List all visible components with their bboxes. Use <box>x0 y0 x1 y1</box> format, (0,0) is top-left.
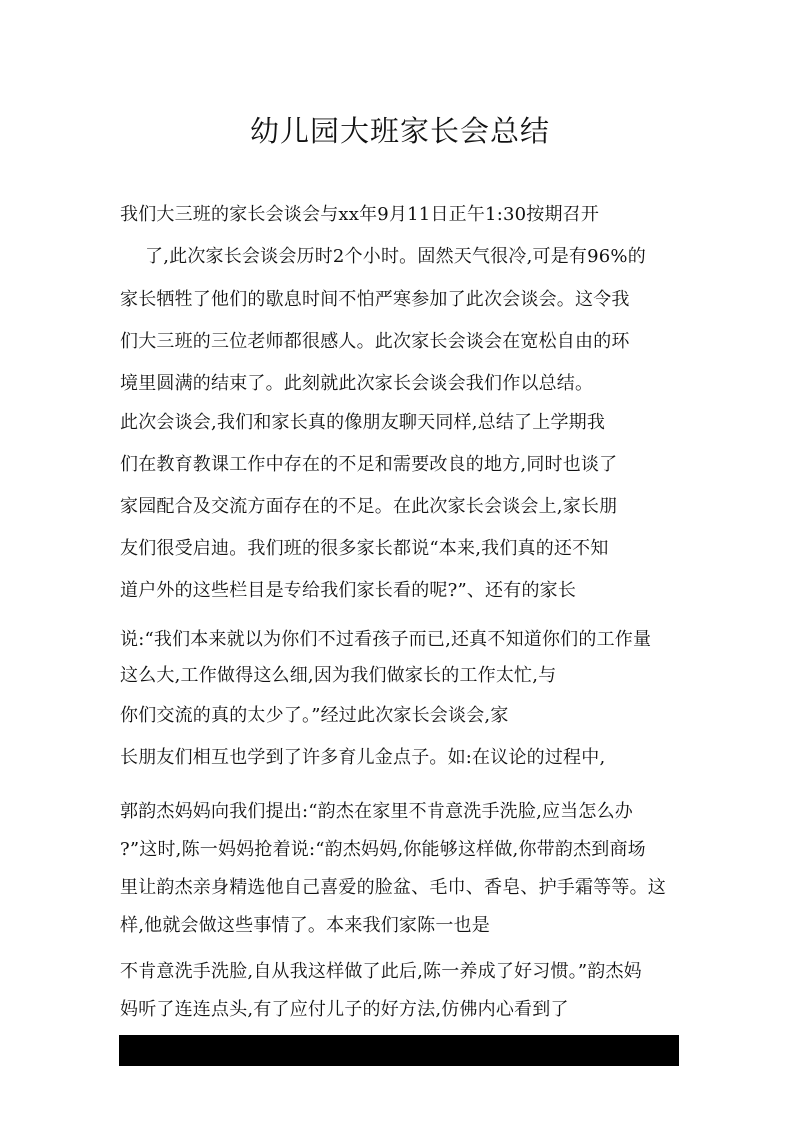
paragraph-line: 不肯意洗手洗脸,自从我这样做了此后,陈一养成了好习惯。”韵杰妈 <box>120 961 642 982</box>
paragraph-line: 们在教育教课工作中存在的不足和需要改良的地方,同时也谈了 <box>120 454 618 475</box>
paragraph-line: 境里圆满的结束了。此刻就此次家长会谈会我们作以总结。 <box>120 373 594 394</box>
paragraph-line: 此次会谈会,我们和家长真的像朋友聊天同样,总结了上学期我 <box>120 412 606 433</box>
redaction-bar <box>119 1035 679 1066</box>
paragraph-line: 道户外的这些栏目是专给我们家长看的呢?”、还有的家长 <box>120 580 577 601</box>
paragraph-line: 里让韵杰亲身精选他自己喜爱的脸盆、毛巾、香皂、护手霜等等。这 <box>120 877 666 898</box>
paragraph-line: 这么大,工作做得这么细,因为我们做家长的工作太忙,与 <box>120 665 557 686</box>
paragraph-line: 郭韵杰妈妈向我们提出:“韵杰在家里不肯意洗手洗脸,应当怎么办 <box>120 801 633 822</box>
paragraph-line: 友们很受启迪。我们班的很多家长都说“本来,我们真的还不知 <box>120 538 609 559</box>
paragraph-line: 们大三班的三位老师都很感人。此次家长会谈会在宽松自由的环 <box>120 331 630 352</box>
document-title: 幼儿园大班家长会总结 <box>249 114 550 148</box>
paragraph-line: 说:“我们本来就以为你们不过看孩子而已,还真不知道你们的工作量 <box>120 629 652 650</box>
paragraph-line: 我们大三班的家长会谈会与xx年9月11日正午1:30按期召开 <box>120 204 600 225</box>
paragraph-line: 样,他就会做这些事情了。本来我们家陈一也是 <box>120 915 490 936</box>
paragraph-line: 长朋友们相互也学到了许多育儿金点子。如:在议论的过程中, <box>120 747 606 768</box>
paragraph-line: 你们交流的真的太少了。”经过此次家长会谈会,家 <box>120 705 509 726</box>
paragraph-line: ?”这时,陈一妈妈抢着说:“韵杰妈妈,你能够这样做,你带韵杰到商场 <box>120 839 646 860</box>
paragraph-line: 家园配合及交流方面存在的不足。在此次家长会谈会上,家长朋 <box>120 496 618 517</box>
paragraph-line: 了,此次家长会谈会历时2个小时。固然天气很冷,可是有96%的 <box>145 246 646 267</box>
paragraph-line: 妈听了连连点头,有了应付儿子的好方法,仿佛内心看到了 <box>120 999 569 1020</box>
paragraph-line: 家长牺牲了他们的歇息时间不怕严寒参加了此次会谈会。这令我 <box>120 289 630 310</box>
